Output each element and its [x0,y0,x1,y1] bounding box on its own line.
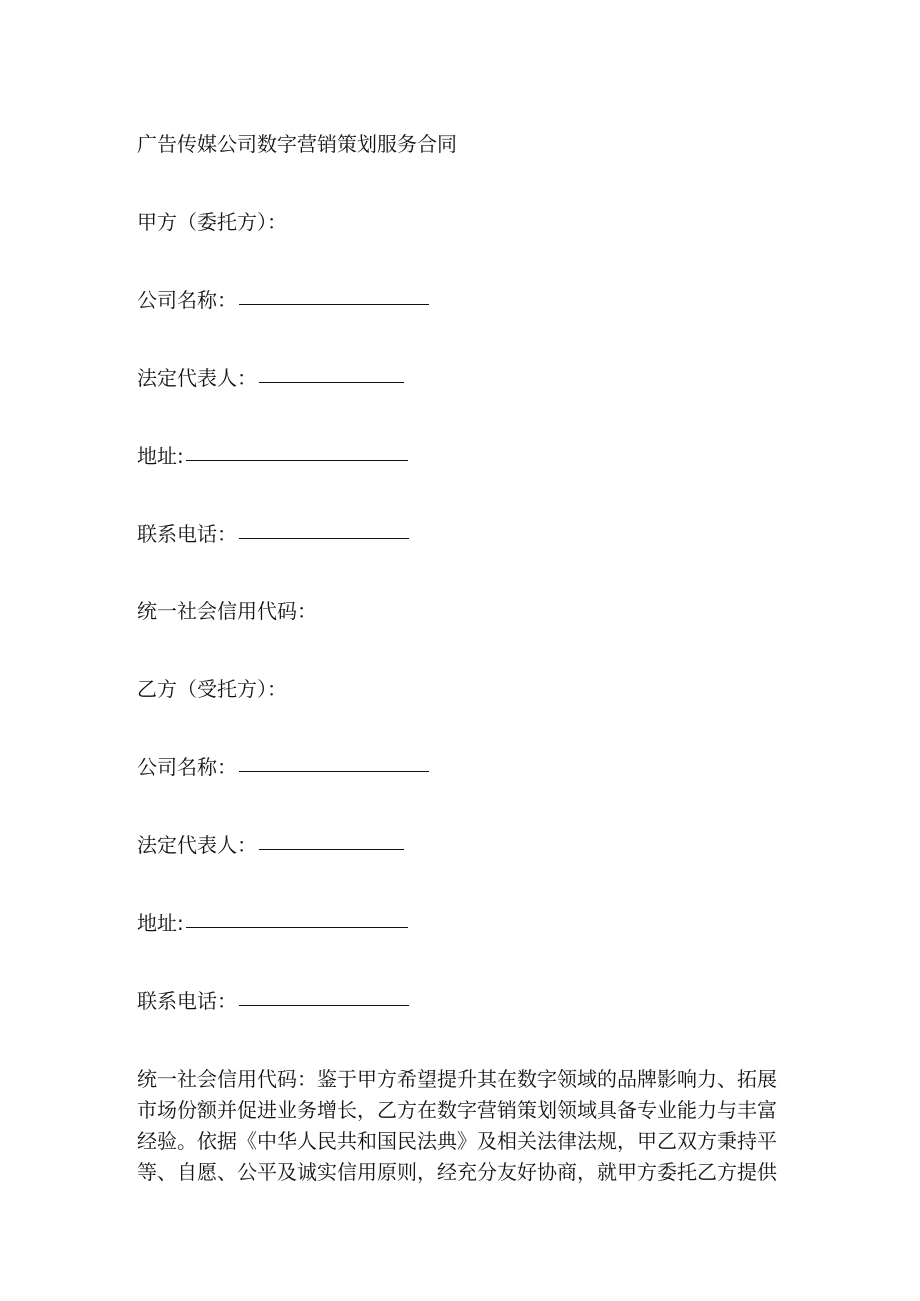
party-a-address-label: 地址: [137,444,184,468]
party-a-phone-blank [239,538,409,539]
party-b-legal-representative-blank [259,849,404,850]
intro-line-2: 市场份额并促进业务增长，乙方在数字营销策划领域具备专业能力与丰富 [137,1098,777,1122]
party-a-company-name-row [137,287,429,313]
party-a-credit-code-label: 统一社会信用代码： [137,599,317,623]
party-b-company-name-blank [239,771,429,772]
intro-line-3: 经验。依据《中华人民共和国民法典》及相关法律法规，甲乙双方秉持平 [137,1129,777,1153]
party-a-phone-label: 联系电话： [137,522,237,546]
party-a-address-row [137,443,408,469]
party-b-address-blank [186,927,408,928]
party-b-address-row [137,910,408,936]
party-a-legal-representative-label: 法定代表人： [137,366,257,390]
party-b-phone-row [137,988,409,1014]
party-a-legal-representative-row [137,365,404,391]
intro-line-1: 统一社会信用代码：鉴于甲方希望提升其在数字领域的品牌影响力、拓展 [137,1067,777,1091]
party-a-company-name-label: 公司名称： [137,288,237,312]
intro-line-4: 等、自愿、公平及诚实信用原则，经充分友好协商，就甲方委托乙方提供 [137,1160,777,1184]
contract-title: 广告传媒公司数字营销策划服务合同 [137,132,457,156]
party-b-legal-representative-label: 法定代表人： [137,833,257,857]
party-b-company-name-row [137,754,429,780]
party-b-phone-blank [239,1005,409,1006]
party-a-phone-row [137,521,409,547]
party-a-company-name-blank [239,304,429,305]
party-a-legal-representative-blank [259,382,404,383]
party-b-company-name-label: 公司名称： [137,755,237,779]
party-a-heading: 甲方（委托方）： [137,210,287,234]
party-b-address-label: 地址: [137,911,184,935]
party-b-phone-label: 联系电话： [137,989,237,1013]
party-b-heading: 乙方（受托方）： [137,677,287,701]
party-a-address-blank [186,460,408,461]
party-b-legal-representative-row [137,832,404,858]
contract-intro-paragraph [137,1064,783,1188]
